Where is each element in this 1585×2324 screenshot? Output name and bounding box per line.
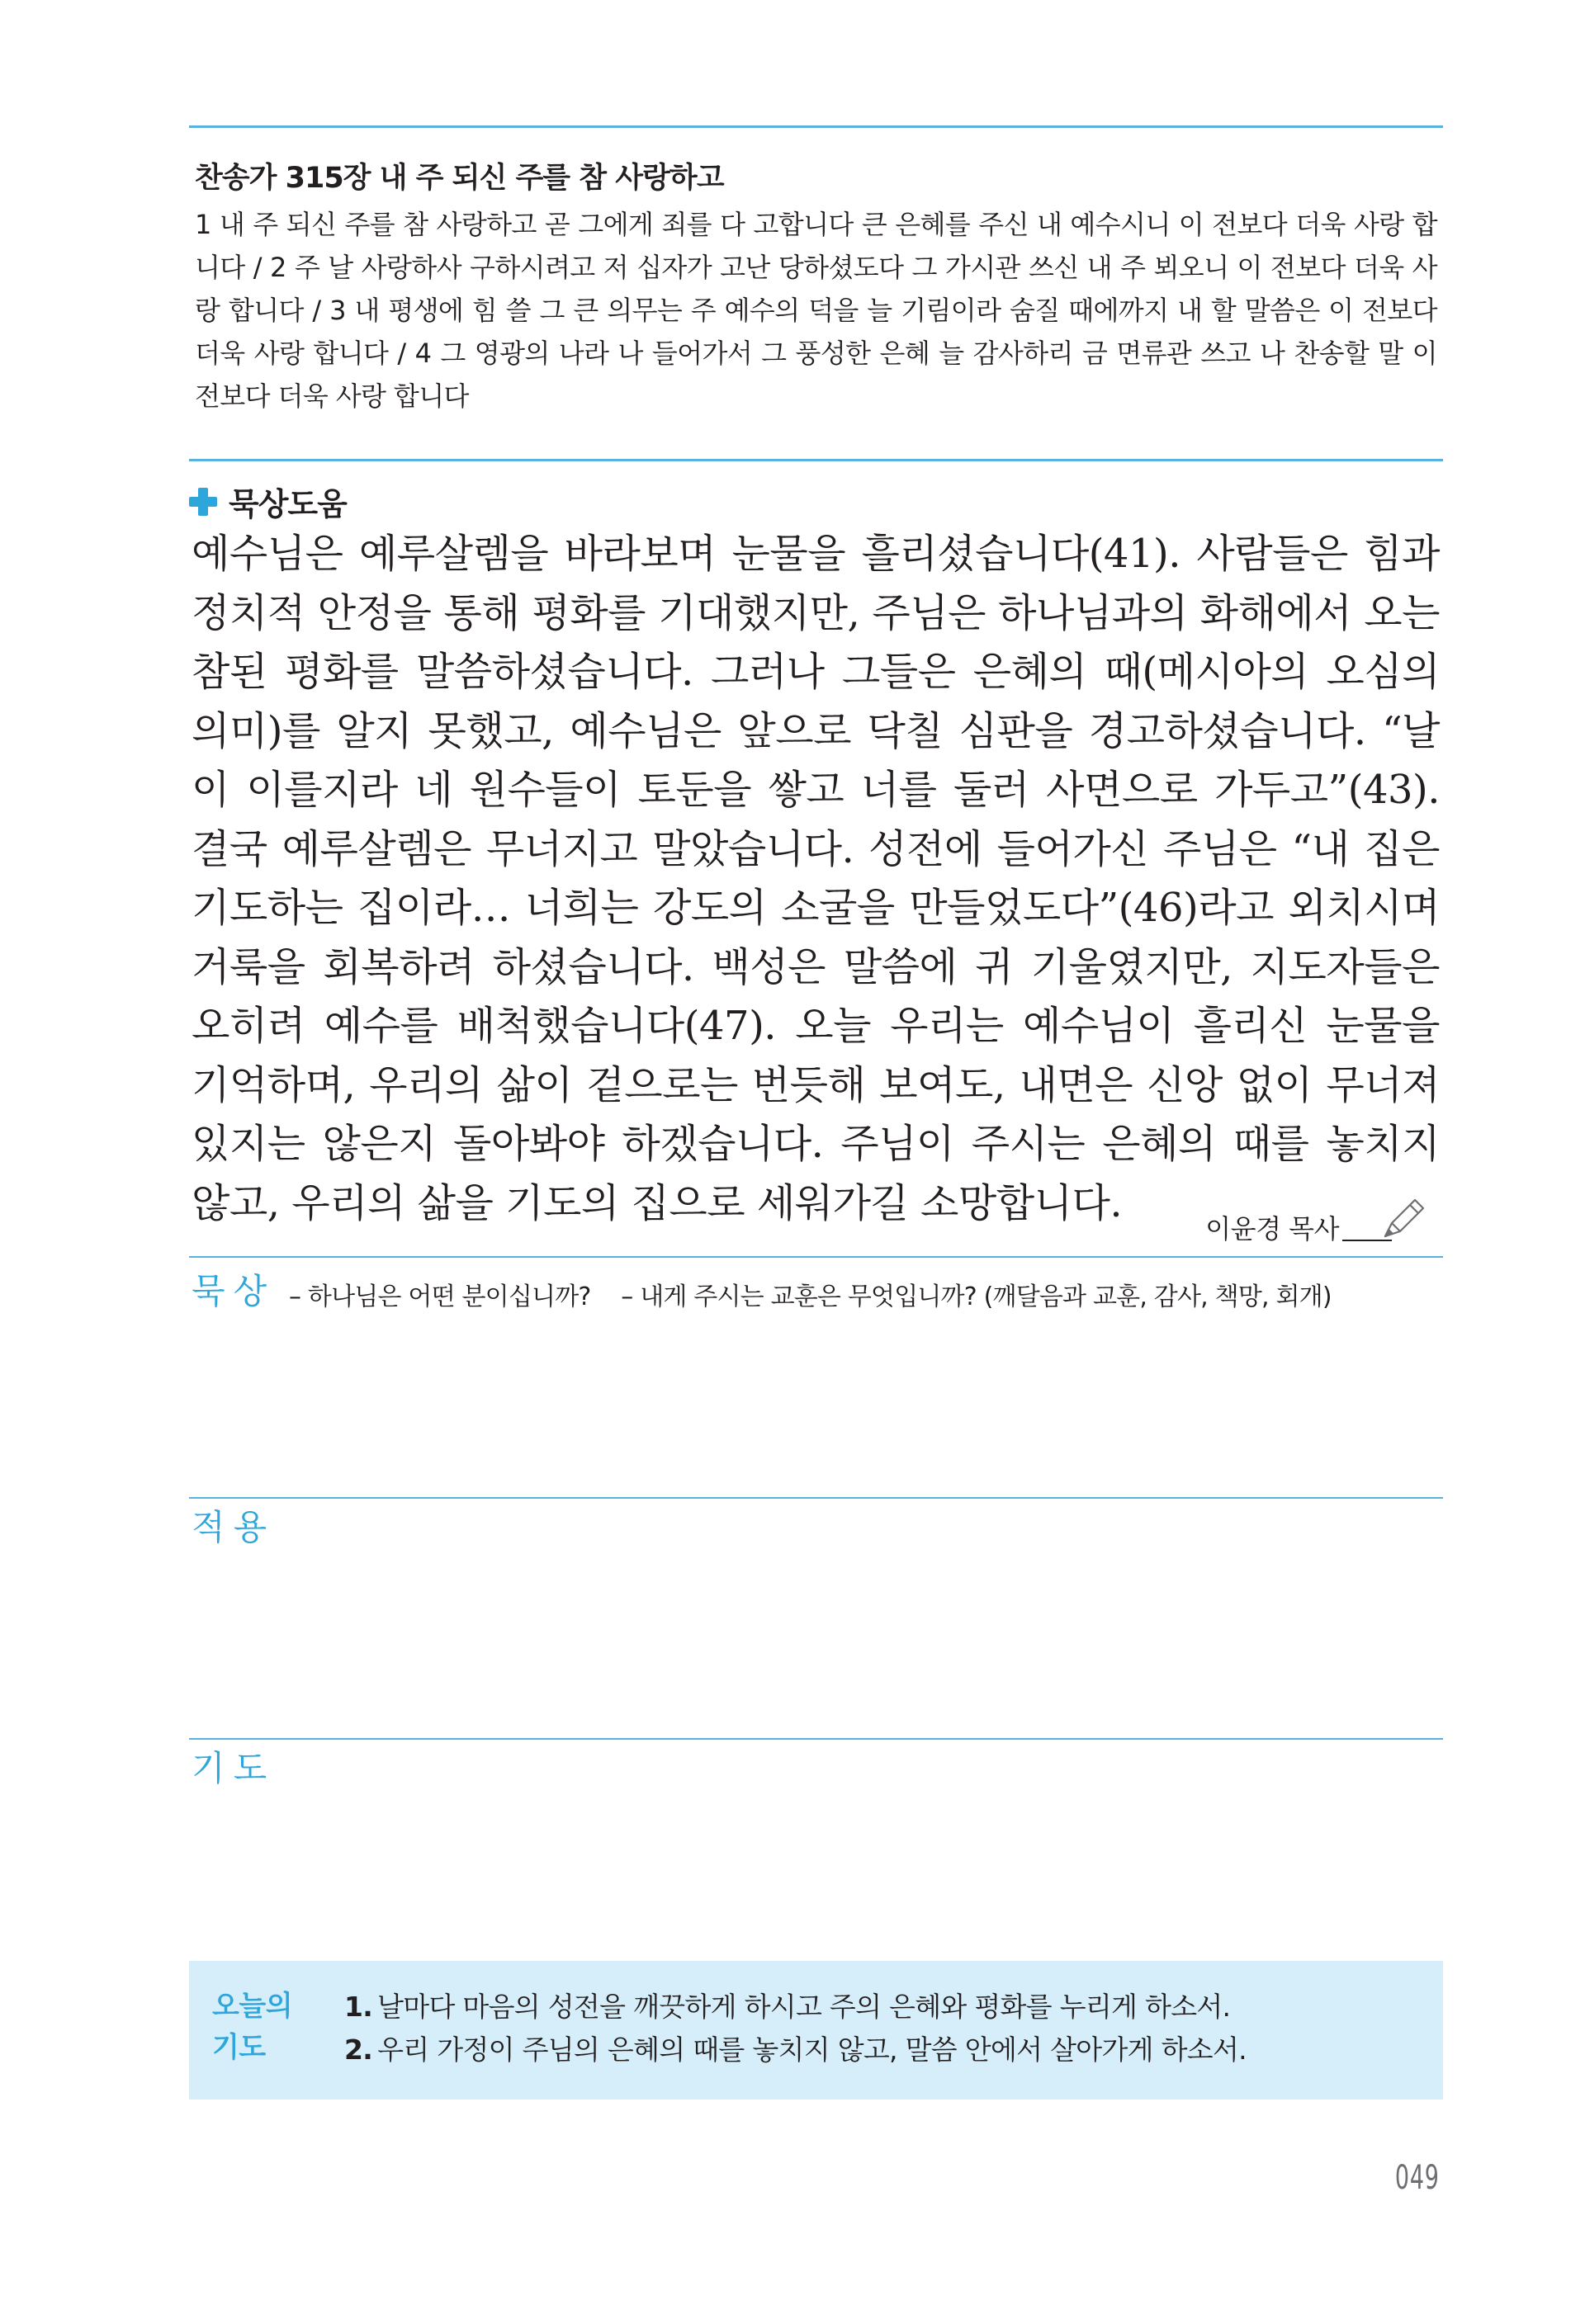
- guide-question-1: – 하나님은 어떤 분이십니까?: [289, 1282, 591, 1311]
- section-label-muksang: 묵상: [192, 1271, 276, 1311]
- prayer-item: 2. 우리 가정이 주님의 은혜의 때를 놓치지 않고, 말씀 안에서 살아가게 하소서.: [344, 2034, 1247, 2066]
- section-label-gido: 기도: [192, 1748, 276, 1788]
- todays-prayer-label: 오늘의 기도: [212, 1990, 293, 2064]
- section-label-jeogyong: 적용: [192, 1507, 276, 1547]
- muksang-rule: [189, 1256, 1443, 1258]
- author-name: 이윤경 목사: [1205, 1213, 1339, 1245]
- todays-prayer-list: [344, 1986, 1247, 2071]
- hymn-bottom-rule: [189, 459, 1443, 461]
- plus-icon: [189, 488, 217, 516]
- jeogyong-writing-area[interactable]: [189, 1552, 1443, 1733]
- meditation-title: 묵상도움: [229, 486, 347, 522]
- prayer-item: 1. 날마다 마음의 성전을 깨끗하게 하시고 주의 은혜와 평화를 누리게 하소서.: [344, 1991, 1231, 2023]
- hymn-lyrics: 1 내 주 되신 주를 참 사랑하고 곧 그에게 죄를 다 고합니다 큰 은혜를 주신 내 예수시니 이 전보다 더욱 사랑 합니다 / 2 주 날 사랑하사 구하시려고 저 십자가 고난 당하셨도다 그 가시관 쓰신 내 주 뵈오니 이 전보다 더욱 사랑 합니다 / 3 내 평생에 힘 쓸 그 큰 의무는 주 예수의 덕을 늘 기림이라 숨질 때에까지 내 할 말씀은 이 전보다 더욱 사랑 합니다 / 4 그 영광의 나라 나 들어가서 그 풍성한 은혜 늘 감사하리 금 면류관 쓰고 나 찬송할 말 이 전보다 더욱 사랑 합니다: [195, 209, 1437, 412]
- page-number: 049: [1395, 2159, 1440, 2197]
- gido-rule: [189, 1738, 1443, 1740]
- author-signature: [1205, 1195, 1428, 1246]
- jeogyong-rule: [189, 1497, 1443, 1499]
- muksang-writing-area[interactable]: [189, 1320, 1443, 1494]
- meditation-body: 예수님은 예루살렘을 바라보며 눈물을 흘리셨습니다(41). 사람들은 힘과 정치적 안정을 통해 평화를 기대했지만, 주님은 하나님과의 화해에서 오는 참된 평화를 말씀하셨습니다. 그러나 그들은 은혜의 때(메시아의 오심의 의미)를 알지 못했고, 예수님은 앞으로 닥칠 심판을 경고하셨습니다. “날이 이를지라 네 원수들이 토둔을 쌓고 너를 둘러 사면으로 가두고”(43). 결국 예루살렘은 무너지고 말았습니다. 성전에 들어가신 주님은 “내 집은 기도하는 집이라… 너희는 강도의 소굴을 만들었도다”(46)라고 외치시며 거룩을 회복하려 하셨습니다. 백성은 말씀에 귀 기울였지만, 지도자들은 오히려 예수를 배척했습니다(47). 오늘 우리는 예수님이 흘리신 눈물을 기억하며, 우리의 삶이 겉으로는 번듯해 보여도, 내면은 신앙 없이 무너져 있지는 않은지 돌아봐야 하겠습니다. 주님이 주시는 은혜의 때를 놓치지 않고, 우리의 삶을 기도의 집으로 세워가길 소망합니다.: [192, 531, 1440, 1226]
- muksang-guide: [289, 1276, 1355, 1312]
- pencil-icon: [1375, 1195, 1428, 1245]
- guide-question-2: – 내게 주시는 교훈은 무엇입니까? (깨달음과 교훈, 감사, 책망, 회개): [621, 1282, 1332, 1311]
- gido-writing-area[interactable]: [189, 1791, 1443, 1948]
- top-rule: [189, 125, 1443, 128]
- hymn-title: 찬송가 315장 내 주 되신 주를 참 사랑하고: [195, 162, 724, 195]
- meditation-header: [189, 479, 347, 524]
- todays-prayer-box: [189, 1961, 1443, 2100]
